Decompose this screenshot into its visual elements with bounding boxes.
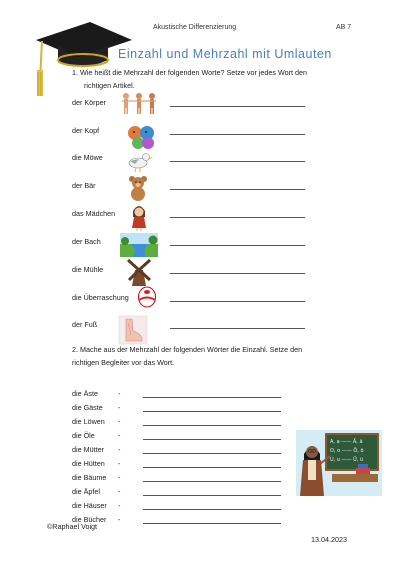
task2-dash: - (118, 417, 121, 426)
task2-instruction-line2: richtigen Begleiter vor das Wort. (72, 358, 175, 367)
task2-word: die Bücher (72, 515, 107, 524)
task2-word: die Mütter (72, 445, 104, 454)
header-subject: Akustische Differenzierung (153, 24, 237, 31)
task1-word: der Kopf (72, 126, 100, 135)
task1-answer-line[interactable] (170, 161, 305, 162)
task1-word: die Möwe (72, 153, 103, 162)
chalkboard-text (330, 438, 378, 465)
chalkboard-row-u: U, u —— Ü, ü (330, 457, 364, 463)
task2-dash: - (118, 515, 121, 524)
task1-instruction (72, 66, 372, 92)
bear-picture (128, 175, 148, 201)
task2-instruction (72, 343, 372, 369)
footer-date: 13.04.2023 (311, 535, 347, 544)
task2-instruction-line1: 2. Mache aus der Mehrzahl der folgenden Wörter die Einzahl. Setze den (72, 345, 303, 354)
chalkboard-row-o: O, o —— Ö, ö (330, 448, 364, 454)
task2-answer-line[interactable] (143, 439, 281, 440)
page-title: Einzahl und Mehrzahl mit Umlauten (118, 47, 332, 61)
task2-word: die Äste (72, 389, 98, 398)
task2-word: die Gäste (72, 403, 103, 412)
task2-dash: - (118, 389, 121, 398)
task1-instruction-line2: richtigen Artikel. (84, 81, 135, 90)
task2-word: die Löwen (72, 417, 105, 426)
task2-word: die Bäume (72, 473, 107, 482)
task2-answer-line[interactable] (143, 467, 281, 468)
task1-word: der Bach (72, 237, 101, 246)
task2-answer-line[interactable] (143, 481, 281, 482)
task1-answer-line[interactable] (170, 134, 305, 135)
surprise-egg-picture (136, 286, 158, 308)
task1-word: der Körper (72, 98, 106, 107)
task2-word: die Hütten (72, 459, 105, 468)
heads-picture (126, 124, 156, 150)
task2-dash: - (118, 501, 121, 510)
task1-word: die Mühle (72, 265, 104, 274)
task1-answer-line[interactable] (170, 301, 305, 302)
task2-word: die Häuser (72, 501, 107, 510)
task1-instruction-line1: 1. Wie heißt die Mehrzahl der folgenden Worte? Setze vor jedes Wort den (72, 68, 308, 77)
task2-dash: - (118, 487, 121, 496)
chalkboard-row-a: A, a —— Ä, ä (330, 439, 363, 445)
task1-word: das Mädchen (72, 209, 116, 218)
task2-answer-line[interactable] (143, 453, 281, 454)
task2-word: die Äpfel (72, 487, 100, 496)
task1-answer-line[interactable] (170, 217, 305, 218)
task2-answer-line[interactable] (143, 509, 281, 510)
stream-picture (120, 233, 158, 257)
header-sheet-number: AB 7 (336, 24, 352, 31)
foot-picture (118, 315, 148, 345)
task1-answer-line[interactable] (170, 189, 305, 190)
task2-answer-line[interactable] (143, 411, 281, 412)
task2-dash: - (118, 445, 121, 454)
task1-answer-line[interactable] (170, 273, 305, 274)
task1-answer-line[interactable] (170, 328, 305, 329)
footer-author: ©Raphael Voigt (47, 522, 98, 531)
task1-answer-line[interactable] (170, 106, 305, 107)
task2-dash: - (118, 403, 121, 412)
task1-answer-line[interactable] (170, 245, 305, 246)
task2-answer-line[interactable] (143, 495, 281, 496)
seagull-picture (125, 150, 153, 172)
task1-word: der Fuß (72, 320, 98, 329)
task2-dash: - (118, 431, 121, 440)
task2-answer-line[interactable] (143, 523, 281, 524)
task1-word: die Überraschung (72, 293, 129, 302)
task2-word: die Öle (72, 431, 95, 440)
task2-answer-line[interactable] (143, 425, 281, 426)
task2-dash: - (118, 459, 121, 468)
task1-word: der Bär (72, 181, 96, 190)
windmill-picture (126, 258, 152, 286)
girl-picture (130, 203, 148, 231)
task2-dash: - (118, 473, 121, 482)
bodies-picture (120, 92, 158, 114)
task2-answer-line[interactable] (143, 397, 281, 398)
